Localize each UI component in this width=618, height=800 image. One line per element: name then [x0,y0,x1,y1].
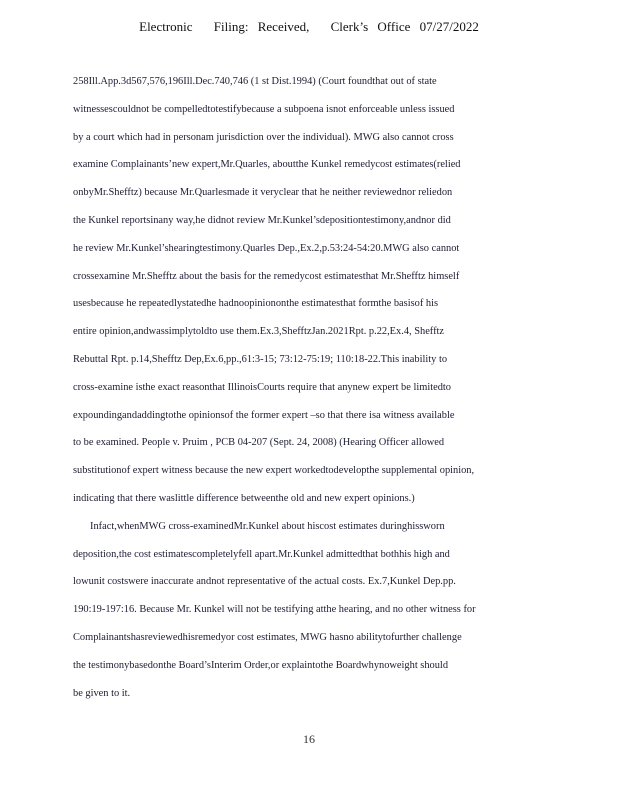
text-line: deposition,the cost estimatescompletelyfell apart.Mr.Kunkel admittedthat bothhis high and [73,548,450,560]
text-line: he review Mr.Kunkel’shearingtestimony.Quarles Dep.,Ex.2,p.53:24-54:20.MWG also cannot [73,242,460,254]
text-line: witnessescouldnot be compelledtotestifybecause a subpoena isnot enforceable unless issued [73,103,455,115]
header-date: 07/27/2022 [419,19,479,34]
text-line: entire opinion,andwassimplytoldto use them.Ex.3,ShefftzJan.2021Rpt. p.22,Ex.4, Shefftz [73,326,445,338]
text-line: crossexamine Mr.Shefftz about the basis for the remedycost estimatesthat Mr.Shefftz himself [73,270,460,282]
text-line: the Kunkel reportsinany way,he didnot review Mr.Kunkel’sdepositiontestimony,andnor did [73,214,451,226]
text-line: be given to it. [73,687,131,699]
text-line: 258Ill.App.3d567,576,196Ill.Dec.740,746 (1 st Dist.1994) (Court foundthat out of state [73,76,437,87]
text-line: 190:19-197:16. Because Mr. Kunkel will not be testifying atthe hearing, and no other witness for [73,604,476,616]
text-line: Rebuttal Rpt. p.14,Shefftz Dep,Ex.6,pp.,61:3-15; 73:12-75:19; 110:18-22.This inability to [73,353,448,365]
text-line: onbyMr.Shefftz) because Mr.Quarlesmade it veryclear that he neither reviewednor reliedon [73,187,453,199]
text-line: cross-examine isthe exact reasonthat IllinoisCourts require that anynew expert be limitedto [73,381,451,393]
text-line: usesbecause he repeatedlystatedhe hadnoopiniononthe estimatesthat formthe basisof his [73,298,439,310]
text-line: examine Complainants’new expert,Mr.Quarles, aboutthe Kunkel remedycost estimates(relied [73,159,461,171]
text-line: indicating that there waslittle difference betweenthe old and new expert opinions.) [73,492,415,504]
text-line: substitutionof expert witness because the new expert workedtodevelopthe supplemental opinion, [73,465,475,477]
header-office: Office [377,19,411,34]
text-line: Complainantshasreviewedhisremedyor cost estimates, MWG hasno abilitytofurther challenge [73,631,462,643]
page-number: 16 [303,732,315,746]
text-line: the testimonybasedonthe Board’sInterim Order,or explaintothe Boardwhynoweight should [73,659,449,671]
header-received: Received, [257,19,310,34]
text-line: by a court which had in personam jurisdiction over the individual). MWG also cannot cross [73,131,454,143]
paragraph-start-line: Infact,whenMWG cross-examinedMr.Kunkel about hiscost estimates duringhissworn [90,520,445,532]
header-clerks: Clerk’s [330,19,369,34]
text-line: lowunit costswere inaccurate andnot representative of the actual costs. Ex.7,Kunkel Dep.pp. [73,576,456,588]
document-body [73,68,543,707]
filing-header [0,19,618,35]
header-filing: Filing: [213,19,249,34]
text-line: to be examined. People v. Pruim , PCB 04-207 (Sept. 24, 2008) (Hearing Officer allowed [73,437,445,449]
text-line: expoundingandaddingtothe opinionsof the former expert –so that there isa witness available [73,409,455,421]
header-electronic: Electronic [139,19,193,34]
